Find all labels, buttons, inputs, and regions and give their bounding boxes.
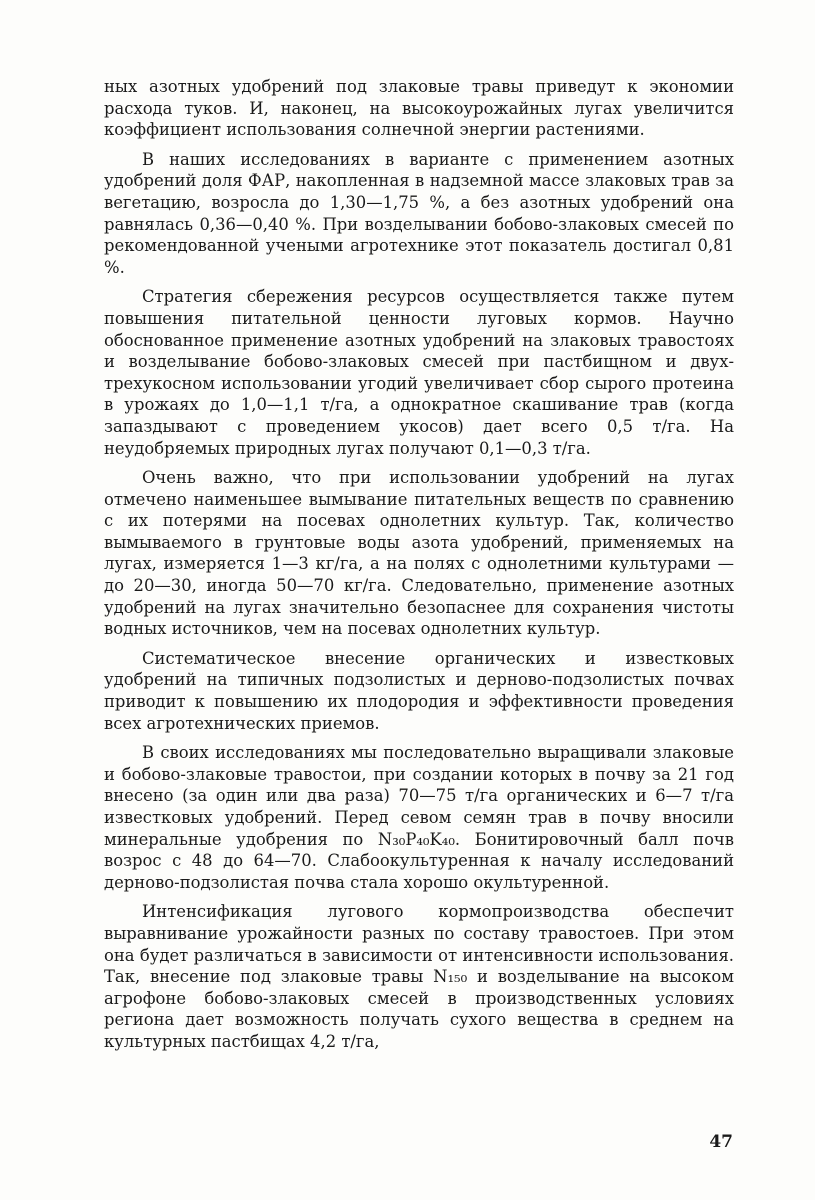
paragraph-1: ных азотных удобрений под злаковые травы приведут к экономии расхода туков. И, наконец, на высокоурожайных лугах увеличится коэффициент использования солнечной энергии растениями. xyxy=(104,77,734,140)
paragraph-4: Очень важно, что при использовании удобрений на лугах отмечено наименьшее вымывание питательных веществ по сравнению с их потерями на посевах однолетних культур. Так, количество вымываемого в грунтовые воды азота удобрений, применяемых на лугах, измеряется 1—3 кг/га, а на полях с однолетними культурами — до 20—30, иногда 50—70 кг/га. Следовательно, применение азотных удобрений на лугах значительно безопаснее для сохранения чистоты водных источников, чем на посевах однолетних культур. xyxy=(104,468,734,639)
paragraph-2: В наших исследованиях в варианте с применением азотных удобрений доля ФАР, накопленная в надземной массе злаковых трав за вегетацию, возросла до 1,30—1,75 %, а без азотных удобрений она равнялась 0,36—0,40 %. При возделывании бобово-злаковых смесей по рекомендованной учеными агротехнике этот показатель достигал 0,81 %. xyxy=(104,149,734,277)
paragraph-6: В своих исследованиях мы последовательно выращивали злаковые и бобово-злаковые травостои, при создании которых в почву за 21 год внесено (за один или два раза) 70—75 т/га органических и 6—7 т/га известковых удобрений. Перед севом семян трав в почву вносили минеральные удобрения по N₃₀P₄₀K₄₀. Бонитировочный балл почв возрос с 48 до 64—70. Слабоокультуренная к началу исследований дерново-подзолистая почва стала хорошо окультуренной. xyxy=(104,743,734,892)
paragraph-7: Интенсификация лугового кормопроизводства обеспечит выравнивание урожайности разных по составу травостоев. При этом она будет различаться в зависимости от интенсивности использования. Так, внесение под злаковые травы N₁₅₀ и возделывание на высоком агрофоне бобово-злаковых смесей в производственных условиях региона дает возможность получать сухого вещества в среднем на культурных пастбищах 4,2 т/га, xyxy=(104,902,734,1051)
paragraph-3: Стратегия сбережения ресурсов осуществляется также путем повышения питательной ценности луговых кормов. Научно обоснованное применение азотных удобрений на злаковых травостоях и возделывание бобово-злаковых смесей при пастбищном и двух-трехукосном использовании угодий увеличивает сбор сырого протеина в урожаях до 1,0—1,1 т/га, а однократное скашивание трав (когда запаздывают с проведением укосов) дает всего 0,5 т/га. На неудобряемых природных лугах получают 0,1—0,3 т/га. xyxy=(104,287,734,458)
page-number: 47 xyxy=(709,1132,733,1152)
text-column xyxy=(104,76,734,1061)
paragraph-5: Систематическое внесение органических и известковых удобрений на типичных подзолистых и дерново-подзолистых почвах приводит к повышению их плодородия и эффективности проведения всех агротехнических приемов. xyxy=(104,648,734,733)
